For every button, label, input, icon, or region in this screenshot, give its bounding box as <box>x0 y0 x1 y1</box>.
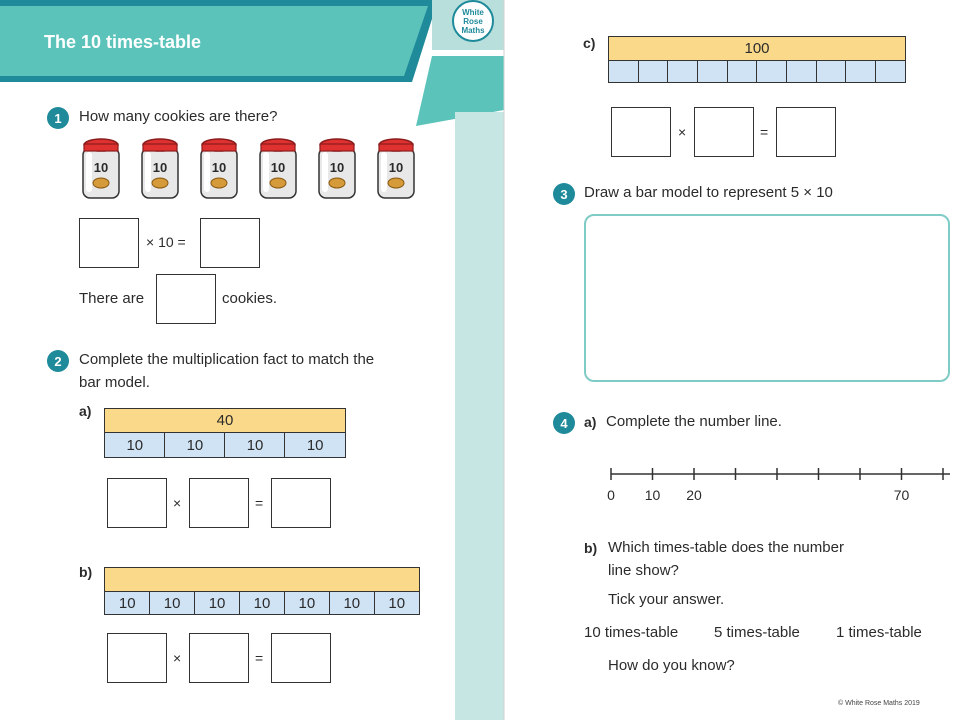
number-line-label: 10 <box>644 487 661 503</box>
bar-part <box>727 60 758 83</box>
bar-part: 10 <box>284 432 346 458</box>
q2b-box-3[interactable] <box>271 633 331 683</box>
q2a-bar-total: 40 <box>104 408 346 433</box>
jar-label: 10 <box>211 160 227 175</box>
cookie-jar <box>255 138 301 200</box>
tick-prompt: Tick your answer. <box>608 591 725 608</box>
bar-part: 10 <box>149 591 195 615</box>
q2c-bar-parts <box>608 60 906 83</box>
number-line-label: 70 <box>893 487 910 503</box>
q2c-box-1[interactable] <box>611 107 671 157</box>
q2c-label: c) <box>583 35 596 51</box>
page-title: The 10 times-table <box>44 32 202 52</box>
cookie-jar <box>78 138 124 200</box>
bar-part <box>608 60 639 83</box>
there-are-text: There are <box>79 290 145 307</box>
bar-part <box>756 60 787 83</box>
bar-part: 10 <box>164 432 226 458</box>
q2a-bar-parts <box>104 432 346 458</box>
number-line-label: 20 <box>686 487 702 503</box>
q1-answer-box-1[interactable] <box>79 218 139 268</box>
number-line-label: 0 <box>607 487 615 503</box>
bar-part: 10 <box>329 591 375 615</box>
question-3-number: 3 <box>553 183 575 205</box>
question-3-prompt: Draw a bar model to represent 5 × 10 <box>584 184 833 201</box>
bar-part <box>697 60 728 83</box>
q2c-bar-total: 100 <box>608 36 906 61</box>
cookie-jar <box>373 138 419 200</box>
bar-part: 10 <box>104 591 150 615</box>
option-1-times-table[interactable]: 1 times-table <box>836 624 922 641</box>
q4b-label: b) <box>584 540 598 556</box>
question-2-prompt-line2: bar model. <box>79 374 150 391</box>
q2b-bar-total <box>104 567 420 592</box>
q2a-box-3[interactable] <box>271 478 331 528</box>
q2c-box-2[interactable] <box>694 107 754 157</box>
jar-label: 10 <box>388 160 404 175</box>
cookie-jar <box>137 138 183 200</box>
cookie-jar <box>196 138 242 200</box>
question-4-number: 4 <box>553 412 575 434</box>
bar-part: 10 <box>284 591 330 615</box>
bar-part: 10 <box>224 432 286 458</box>
q1-answer-box-2[interactable] <box>200 218 260 268</box>
bar-part <box>875 60 906 83</box>
question-2-number: 2 <box>47 350 69 372</box>
question-1-number: 1 <box>47 107 69 129</box>
logo-text-1: White <box>462 7 484 17</box>
q1-cookies-box[interactable] <box>156 274 216 324</box>
bar-part <box>816 60 847 83</box>
q3-drawing-area[interactable] <box>584 214 950 382</box>
q2b-box-1[interactable] <box>107 633 167 683</box>
number-line <box>600 462 950 512</box>
q2a-label: a) <box>79 403 92 419</box>
q2a-box-2[interactable] <box>189 478 249 528</box>
q2b-times: × <box>173 650 182 666</box>
cookies-text: cookies. <box>222 290 278 307</box>
q2a-equals: = <box>255 495 264 511</box>
white-rose-logo <box>452 0 494 42</box>
q4b-line2: line show? <box>608 562 679 579</box>
bar-part: 10 <box>104 432 166 458</box>
q2b-bar-parts <box>104 591 420 615</box>
question-2-prompt-line1: Complete the multiplication fact to match the <box>79 351 375 368</box>
q1-times-text: × 10 = <box>146 234 186 250</box>
q2b-box-2[interactable] <box>189 633 249 683</box>
jar-label: 10 <box>270 160 286 175</box>
jar-label: 10 <box>329 160 345 175</box>
bar-part: 10 <box>239 591 285 615</box>
q4b-line1: Which times-table does the number <box>608 539 844 556</box>
q2b-equals: = <box>255 650 264 666</box>
bar-part: 10 <box>194 591 240 615</box>
logo-text-3: Maths <box>461 25 485 35</box>
q2c-equals: = <box>760 124 769 140</box>
q4a-label: a) <box>584 414 597 430</box>
footer-copyright: © White Rose Maths 2019 <box>838 700 920 707</box>
q4a-prompt: Complete the number line. <box>606 413 782 430</box>
q2a-times: × <box>173 495 182 511</box>
question-1-prompt: How many cookies are there? <box>79 108 278 125</box>
logo-text-2: Rose <box>463 16 483 26</box>
q2c-box-3[interactable] <box>776 107 836 157</box>
how-do-you-know: How do you know? <box>608 657 735 674</box>
cookie-jar <box>314 138 360 200</box>
q2b-label: b) <box>79 564 93 580</box>
q2a-box-1[interactable] <box>107 478 167 528</box>
bar-part <box>638 60 669 83</box>
option-10-times-table[interactable]: 10 times-table <box>584 624 679 641</box>
jar-label: 10 <box>152 160 168 175</box>
option-5-times-table[interactable]: 5 times-table <box>714 624 800 641</box>
bar-part: 10 <box>374 591 420 615</box>
q2c-times: × <box>678 124 687 140</box>
bar-part <box>667 60 698 83</box>
bar-part <box>845 60 876 83</box>
bar-part <box>786 60 817 83</box>
jar-label: 10 <box>93 160 109 175</box>
